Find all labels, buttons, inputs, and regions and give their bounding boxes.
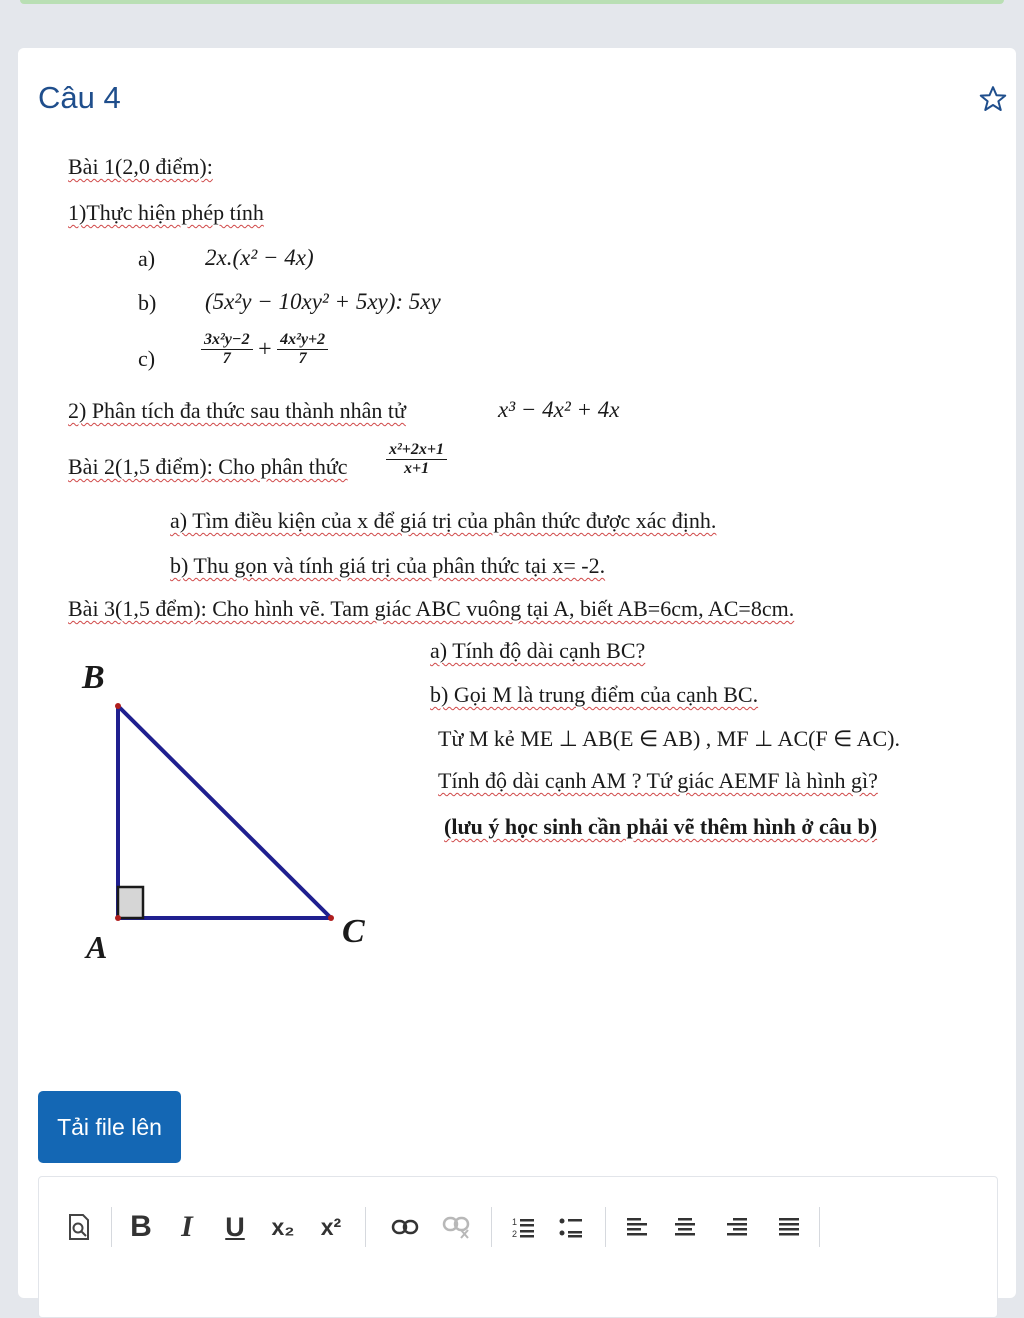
question-title: Câu 4: [38, 80, 121, 115]
fraction-1: $\frac{\text{3x²y−2}}{7}$: [201, 331, 253, 369]
top-strip: [20, 0, 1004, 4]
bai2-item-a: a) Tìm điều kiện của x để giá trị của phân thức được xác định.: [170, 508, 717, 533]
bai1-heading: Bài 1(2,0 điểm):: [68, 154, 213, 179]
item-c-label: c): [138, 346, 156, 371]
bai2-item-b: b) Thu gọn và tính giá trị của phân thức tại x= -2.: [170, 553, 606, 578]
item-a-expression: 2x.(x² − 4x): [205, 245, 314, 270]
vertex-c-label: C: [342, 913, 365, 950]
item-b-label: b): [138, 290, 157, 315]
align-left-icon[interactable]: [615, 1201, 659, 1253]
ordered-list-icon[interactable]: [501, 1201, 545, 1253]
link-icon[interactable]: [383, 1201, 427, 1253]
bai3-item-b-line2: Từ M kẻ ME ⊥ AB(E ∈ AB) , MF ⊥ AC(F ∈ AC).: [438, 726, 901, 751]
rich-text-editor[interactable]: [38, 1176, 998, 1318]
vertex-b-label: B: [82, 659, 105, 696]
bai3-note: (lưu ý học sinh cần phải vẽ thêm hình ở câu b): [444, 814, 878, 839]
toolbar-separator: [819, 1207, 820, 1247]
bullet-list-icon[interactable]: [549, 1201, 593, 1253]
part1-heading: 1)Thực hiện phép tính: [68, 200, 264, 225]
question-card: [18, 48, 1016, 1298]
fraction-2: $\frac{\text{4x²y+2}}{7}$: [277, 331, 328, 369]
unlink-icon[interactable]: [435, 1201, 479, 1253]
right-angle-marker: [118, 887, 143, 918]
triangle-abc: [118, 706, 331, 918]
subscript-button[interactable]: x₂: [271, 1213, 295, 1240]
bai3-item-b-line3: Tính độ dài cạnh AM ? Tứ giác AEMF là hình gì?: [438, 768, 878, 793]
toolbar-separator: [365, 1207, 366, 1247]
toolbar-separator: [111, 1207, 112, 1247]
editor-toolbar: [39, 1201, 997, 1253]
bai2-fraction: $\frac{\text{x²+2x+1}}{x+1}$: [386, 441, 447, 479]
item-c-expression: $\frac{\text{3x²y−2}}{7}$ + $\frac{\text{4x²y+2}}{7}$: [201, 331, 328, 369]
svg-text:2: 2: [512, 1229, 518, 1239]
part2-text: 2) Phân tích đa thức sau thành nhân tử: [68, 398, 406, 423]
bai3-item-b: b) Gọi M là trung điểm của cạnh BC.: [430, 682, 759, 707]
vertex-c-dot: [328, 915, 334, 921]
align-right-icon[interactable]: [715, 1201, 759, 1253]
bai3-item-a: a) Tính độ dài cạnh BC?: [430, 638, 646, 663]
align-justify-icon[interactable]: [767, 1201, 811, 1253]
vertex-b-dot: [115, 703, 121, 709]
align-center-icon[interactable]: [663, 1201, 707, 1253]
item-b-expression: (5x²y − 10xy² + 5xy): 5xy: [205, 289, 441, 314]
toolbar-separator: [491, 1207, 492, 1247]
toolbar-separator: [605, 1207, 606, 1247]
italic-button[interactable]: I: [181, 1210, 193, 1243]
vertex-a-dot: [115, 915, 121, 921]
bai2-text: Bài 2(1,5 điểm): Cho phân thức: [68, 454, 348, 479]
bai3-text: Bài 3(1,5 đểm): Cho hình vẽ. Tam giác ABC vuông tại A, biết AB=6cm, AC=8cm.: [68, 596, 795, 621]
question-document: [18, 48, 1016, 1088]
underline-button[interactable]: U: [225, 1211, 245, 1242]
superscript-button[interactable]: x²: [320, 1213, 342, 1240]
triangle-figure: [76, 648, 376, 978]
vertex-a-label: A: [86, 929, 108, 965]
part2-expression: x³ − 4x² + 4x: [498, 397, 620, 422]
bold-button[interactable]: B: [130, 1210, 152, 1243]
upload-file-button[interactable]: Tải file lên: [38, 1091, 181, 1163]
item-a-label: a): [138, 246, 156, 271]
preview-icon[interactable]: [57, 1201, 101, 1253]
svg-text:1: 1: [512, 1217, 518, 1227]
